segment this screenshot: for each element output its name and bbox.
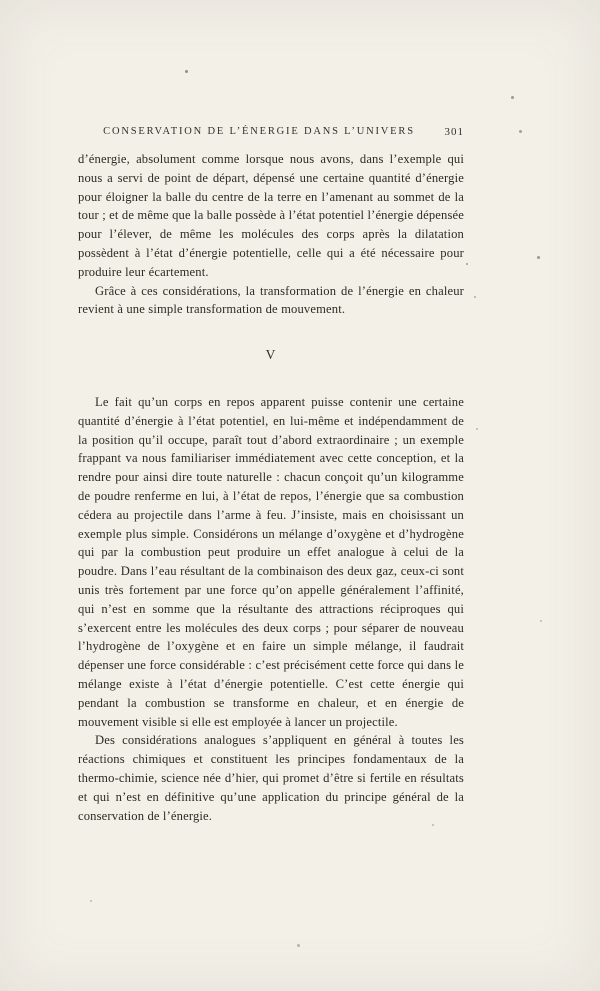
scan-speck <box>511 96 514 99</box>
page-number: 301 <box>444 126 464 138</box>
text-block <box>78 150 464 825</box>
scan-speck <box>519 130 522 133</box>
scan-speck <box>185 70 188 73</box>
scan-speck <box>476 428 478 430</box>
paragraph: Grâce à ces considérations, la transformation de l’énergie en chaleur revient à une simple transformation de mouvement. <box>78 283 464 317</box>
scan-speck <box>90 900 92 902</box>
scan-speck <box>297 944 300 947</box>
scan-speck <box>466 263 468 265</box>
running-title: CONSERVATION DE L’ÉNERGIE DANS L’UNIVERS <box>103 126 415 137</box>
scan-speck <box>540 620 542 622</box>
section-heading: V <box>265 347 277 363</box>
paragraph: Le fait qu’un corps en repos apparent puisse contenir une certaine quantité d’énergie à l’état potentiel, en lui-même et indépendamment de la position qu’il occupe, paraît tout d’abord extraordinaire ; un exemple frappant va nous familiariser immédiatement avec cette conception, et la rendre pour ainsi dire toute naturelle : chacun conçoit qu’un kilogramme de poudre renferme en lui, à l’état de repos, l’énergie que sa combustion cédera au projectile dans l’arme à feu. J’insiste, mais en choisissant un exemple plus simple. Considérons un mélange d’oxygène et d’hydrogène qui par la combustion peut produire un effet analogue à celui de la poudre. Dans l’eau résultant de la combinaison des deux gaz, ceux-ci sont unis très fortement par une force qu’on appelle généralement l’affinité, qui n’est en somme que la résultante des attractions réciproques qui s’exercent entre les molécules des deux corps ; pour séparer de nouveau l’hydrogène de l’oxygène et en faire un simple mélange, il faudrait dépenser une force considérable : c’est précisément cette force qui dans le mélange existe à l’état d’énergie potentielle. C’est cette énergie qui pendant la combustion se transforme en chaleur, et en énergie de mouvement visible si elle est employée à lancer un projectile. <box>78 394 464 729</box>
scan-speck <box>432 824 434 826</box>
scan-speck <box>474 296 476 298</box>
page-header <box>78 126 464 137</box>
scan-speck <box>537 256 540 259</box>
paragraph: Des considérations analogues s’appliquent en général à toutes les réactions chimiques et constituent les principes fondamentaux de la thermo-chimie, science née d’hier, qui promet d’être si fertile en résultats et qui n’est en définitive qu’une application du principe général de la conservation de l’énergie. <box>78 733 464 823</box>
paragraph-continuation: d’énergie, absolument comme lorsque nous avons, dans l’exemple qui nous a servi de point de départ, dépensé une certaine quantité d’énergie pour éloigner la balle du centre de la terre en l’amenant au sommet de la tour ; et de même que la balle possède à l’état potentiel l’énergie dépensée pour l’élever, de même les molécules des corps après la dilatation possèdent à l’état d’énergie potentielle, celle qui a été nécessaire pour produire leur écartement. <box>78 152 464 279</box>
